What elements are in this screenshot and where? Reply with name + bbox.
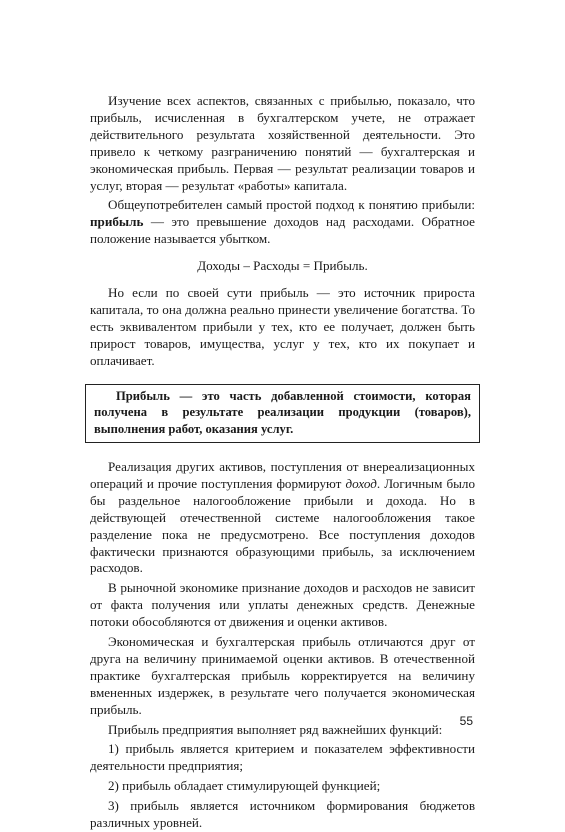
- term-profit: прибыль: [90, 214, 144, 230]
- list-item: 3) прибыль является источником формирования бюджетов различных уровней.: [90, 798, 475, 831]
- page-body: [90, 93, 475, 832]
- definition-box: [85, 384, 480, 443]
- paragraph-3: Но если по своей сути прибыль — это источник прироста капитала, то она должна реально принести увеличение богатства. То есть эквивалентом прибыли у тех, кто ее получает, должен быть прирост товаров, имущества, услуг у тех, кто их покупает и оплачивает.: [90, 285, 475, 368]
- paragraph-5: В рыночной экономике признание доходов и расходов не зависит от факта получения или уплаты денежных средств. Денежные потоки обособляются от движения и оценки активов.: [90, 580, 475, 630]
- paragraph-6: Экономическая и бухгалтерская прибыль отличаются друг от друга на величину принимаемой оценки активов. В отечественной практике бухгалтерская прибыль корректируется на величину вмененных издержек, в результате чего получается экономическая прибыль.: [90, 634, 475, 717]
- list-item: 2) прибыль обладает стимулирующей функцией;: [108, 778, 381, 794]
- page-number: 55: [459, 714, 473, 728]
- paragraph-7: Прибыль предприятия выполняет ряд важнейших функций:: [108, 721, 443, 737]
- paragraph-2-start: Общеупотребителен самый простой подход к понятию прибыли:: [108, 197, 475, 213]
- paragraph-2-end: — это превышение доходов над расходами. Обратное положение называется убытком.: [90, 214, 475, 247]
- paragraph-4: [90, 459, 475, 577]
- term-income: доход: [345, 475, 377, 491]
- paragraph-2: [90, 197, 475, 248]
- list-item: 1) прибыль является критерием и показателем эффективности деятельности предприятия;: [90, 741, 475, 774]
- definition-text: Прибыль — это часть добавленной стоимости, которая получена в результате реализации продукции (товаров), выполнения работ, оказания услуг.: [94, 388, 471, 437]
- paragraph-4-start: Реализация других активов, поступления от внереализационных операций и прочие поступления формируют: [90, 458, 475, 491]
- paragraph-1: Изучение всех аспектов, связанных с прибылью, показало, что прибыль, исчисленная в бухгалтерском учете, не отражает действительного результата хозяйственной деятельности. Это привело к четкому разграничению понятий — бухгалтерская и экономическая прибыль. Первая — результат реализации товаров и услуг, вторая — результат «работы» капитала.: [90, 93, 475, 193]
- profit-formula: Доходы – Расходы = Прибыль.: [197, 258, 368, 274]
- paragraph-4-end: . Логичным было бы раздельное налогообложение прибыли и дохода. Но в действующей отечественной системе налогообложения такое разделение пока не предусмотрено. Все поступления доходов фактически признаются образующими прибыль, за исключением расходов.: [90, 475, 475, 576]
